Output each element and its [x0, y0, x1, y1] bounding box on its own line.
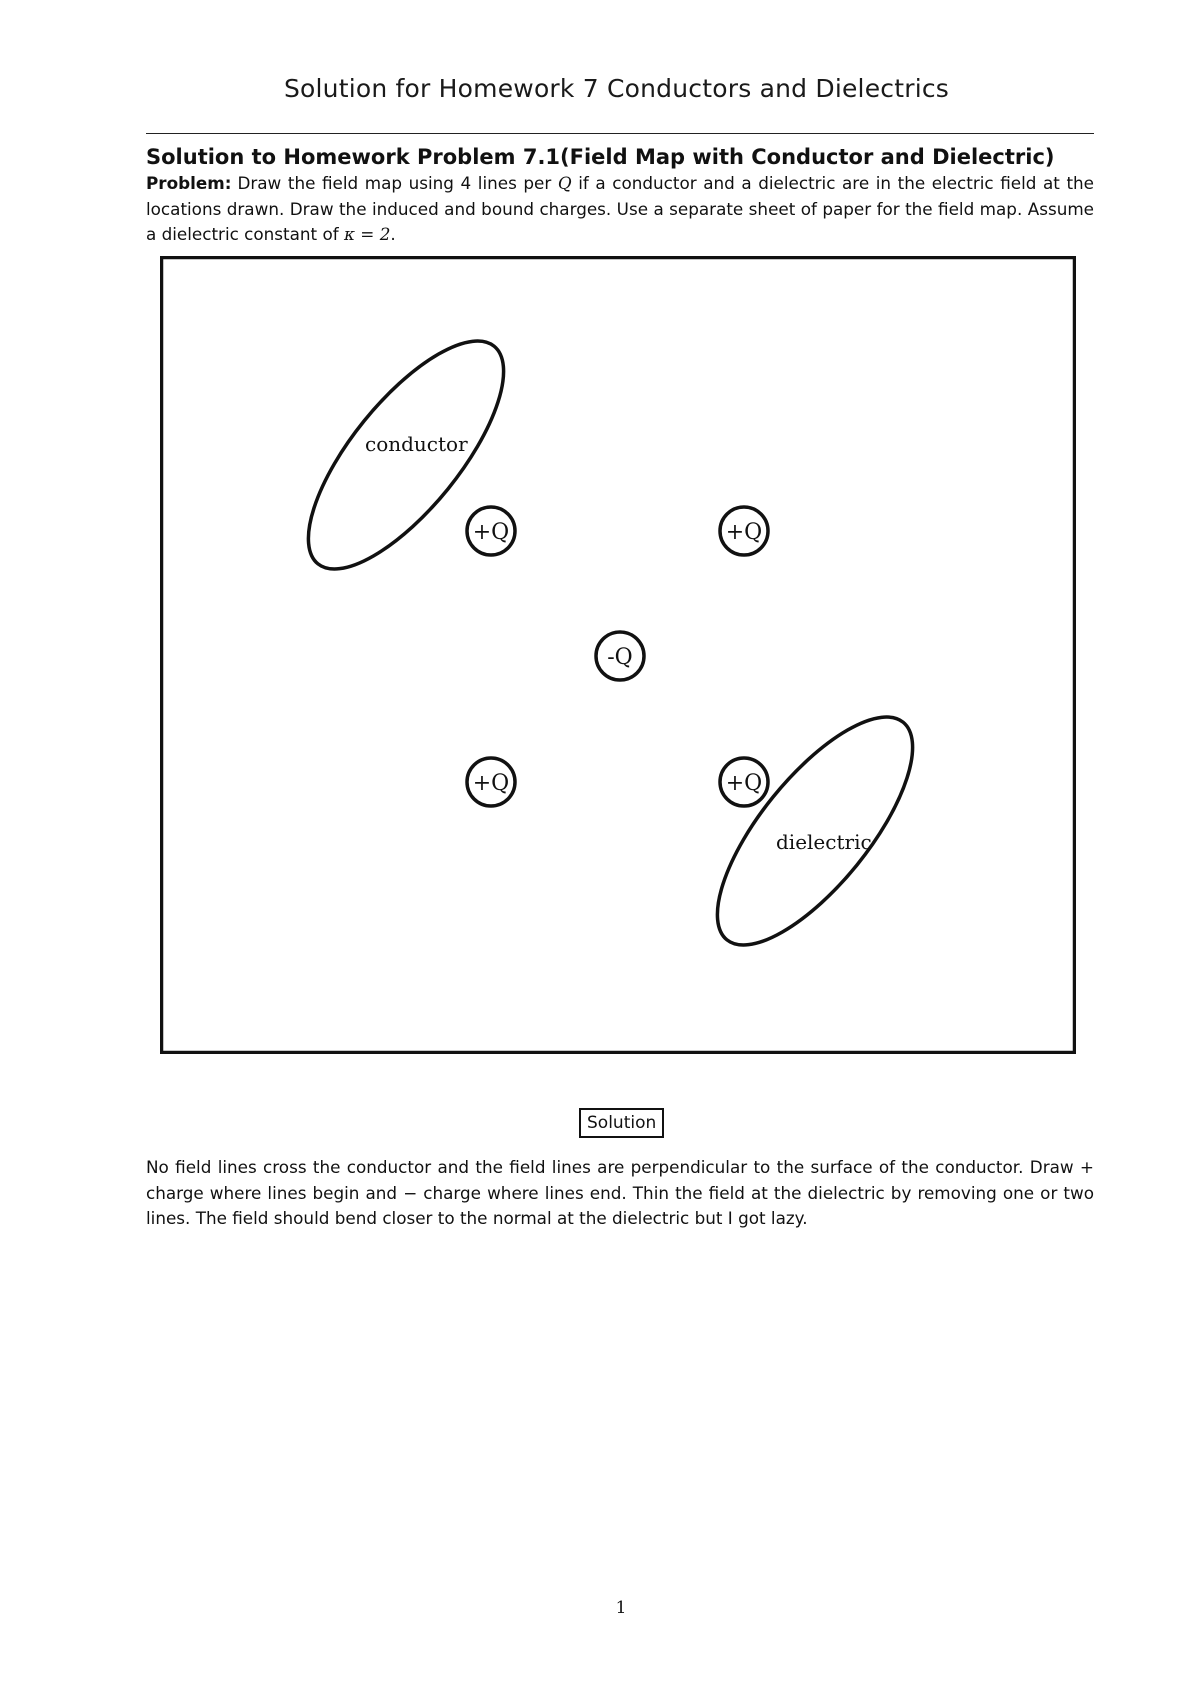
- problem-var-q: Q: [557, 173, 572, 193]
- problem-kappa-expression: κ = 2: [343, 224, 391, 244]
- solution-text: No field lines cross the conductor and the field lines are perpendicular to the surface of the conductor. Draw + charge where lines begin and − charge where lines end. Thin the field at the dielectric by removing one or two lines. The field should bend closer to the normal at the dielectric but I got lazy.: [146, 1157, 1094, 1228]
- charge-label-top-right: +Q: [725, 520, 763, 545]
- charge-label-bottom-left: +Q: [472, 771, 510, 796]
- problem-text-part1: Draw the field map using 4 lines per: [237, 173, 558, 193]
- problem-text-part2: if a conductor and a dielectric are in the electric field at the locations drawn. Draw the induced and bound charges. Use a separate sheet of paper for the field map. Assume a dielectric constant of: [146, 173, 1094, 244]
- problem-text-part3: .: [390, 224, 396, 244]
- solution-label-box: Solution: [579, 1108, 664, 1138]
- problem-lead: Problem:: [146, 173, 232, 193]
- field-map-figure: [160, 256, 1076, 1054]
- charge-bottom-right: [720, 758, 768, 806]
- charge-label-center: -Q: [607, 645, 633, 670]
- charge-top-right: [720, 507, 768, 555]
- charge-top-left: [467, 507, 515, 555]
- field-map-diagram: [160, 256, 1076, 1054]
- charge-center: [596, 632, 644, 680]
- charge-bottom-left: [467, 758, 515, 806]
- dielectric-label: dielectric: [776, 830, 872, 854]
- charge-label-bottom-right: +Q: [725, 771, 763, 796]
- page-number: 1: [615, 1598, 627, 1618]
- problem-heading: Solution to Homework Problem 7.1(Field Map with Conductor and Dielectric): [146, 145, 1055, 169]
- charge-label-top-left: +Q: [472, 520, 510, 545]
- page-title: Solution for Homework 7 Conductors and Dielectrics: [283, 74, 950, 103]
- problem-statement: [146, 171, 1094, 248]
- title-rule: [146, 133, 1094, 134]
- conductor-label: conductor: [365, 432, 468, 456]
